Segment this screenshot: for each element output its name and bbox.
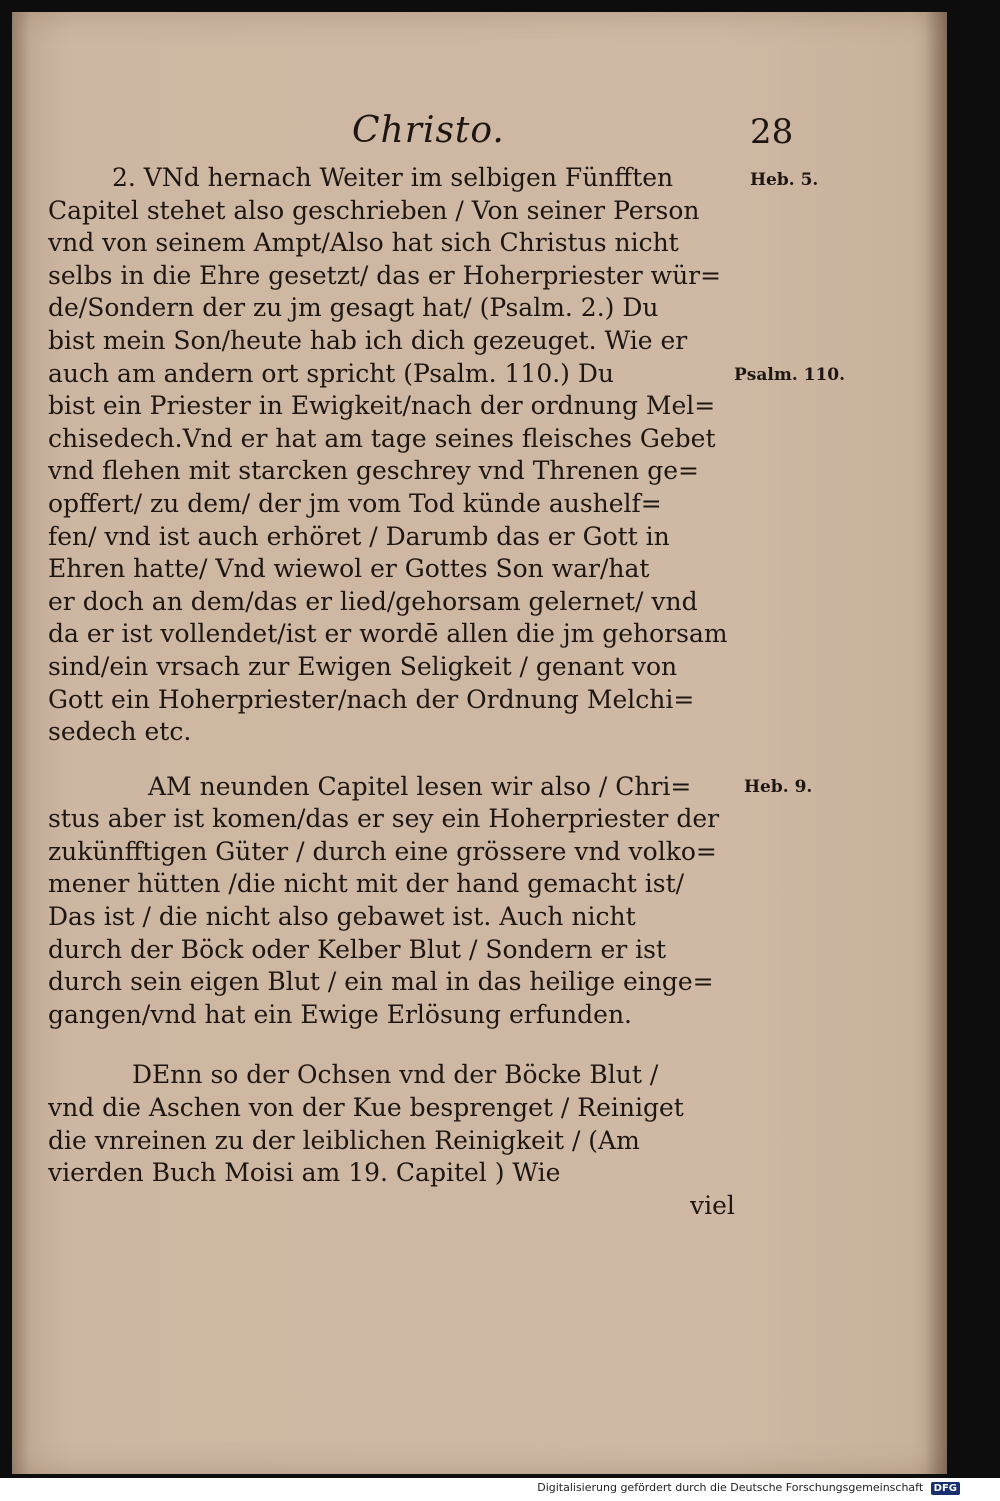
- text-line: chisedech.Vnd er hat am tage seines fleisches Gebet: [48, 423, 716, 453]
- text-line: vnd von seinem Ampt/Also hat sich Christus nicht: [48, 228, 679, 258]
- text-line: mener hütten /die nicht mit der hand gemacht ist/: [48, 869, 685, 899]
- text-line: 2. VNd hernach Weiter im selbigen Fünfften: [112, 163, 674, 192]
- margin-note-heb9: Heb. 9.: [744, 777, 813, 797]
- text-line: durch der Böck oder Kelber Blut / Sondern er ist: [48, 934, 667, 964]
- dfg-logo[interactable]: DFG: [931, 1482, 960, 1495]
- text-line: Gott ein Hoherpriester/nach der Ordnung Melchi=: [48, 684, 695, 714]
- text-line: DEnn so der Ochsen vnd der Böcke Blut /: [132, 1060, 659, 1090]
- text-line: gangen/vnd hat ein Ewige Erlösung erfunden.: [48, 999, 633, 1029]
- text-line: bist ein Priester in Ewigkeit/nach der ordnung Mel=: [48, 391, 716, 421]
- paragraph-3: [48, 1059, 778, 1222]
- text-line: stus aber ist komen/das er sey ein Hoherpriester der: [48, 804, 720, 834]
- page-edge-shadow: [925, 12, 947, 1474]
- text-line: durch sein eigen Blut / ein mal in das heilige einge=: [48, 967, 714, 997]
- text-line: vierden Buch Moisi am 19. Capitel ) Wie: [48, 1158, 561, 1188]
- text-line: selbs in die Ehre gesetzt/ das er Hoherpriester wür=: [48, 260, 722, 290]
- book-page: [12, 12, 947, 1474]
- text-line: Capitel stehet also geschrieben / Von seiner Person: [48, 195, 700, 225]
- text-line: da er ist vollendet/ist er wordē allen die jm gehorsam: [48, 619, 728, 649]
- digitization-credit: [537, 1481, 960, 1495]
- text-line: vnd flehen mit starcken geschrey vnd Threnen ge=: [48, 456, 699, 486]
- catchword: viel: [690, 1190, 735, 1220]
- text-line: sind/ein vrsach zur Ewigen Seligkeit / genant von: [48, 651, 678, 681]
- text-line: opffert/ zu dem/ der jm vom Tod künde aushelf=: [48, 488, 662, 518]
- margin-note-heb5: Heb. 5.: [750, 170, 819, 190]
- text-line: de/Sondern der zu jm gesagt hat/ (Psalm. 2.) Du: [48, 293, 659, 323]
- paragraph-spacer: [48, 749, 778, 771]
- text-line: Das ist / die nicht also gebawet ist. Auch nicht: [48, 902, 636, 932]
- text-line: AM neunden Capitel lesen wir also / Chri=: [148, 771, 692, 801]
- text-line: fen/ vnd ist auch erhöret / Darumb das er Gott in: [48, 521, 670, 551]
- text-line: auch am andern ort spricht (Psalm. 110.) Du: [48, 358, 615, 388]
- paragraph-2: [48, 771, 778, 1032]
- text-line: Ehren hatte/ Vnd wiewol er Gottes Son war/hat: [48, 554, 650, 584]
- text-line: die vnreinen zu der leiblichen Reinigkeit / (Am: [48, 1125, 640, 1155]
- credit-text: Digitalisierung gefördert durch die Deutsche Forschungsgemeinschaft: [537, 1481, 924, 1494]
- text-line: sedech etc.: [48, 717, 192, 747]
- body-text: [48, 162, 778, 1222]
- text-line: bist mein Son/heute hab ich dich gezeuget. Wie er: [48, 325, 688, 355]
- text-line: er doch an dem/das er lied/gehorsam gelernet/ vnd: [48, 586, 698, 616]
- paragraph-1: [48, 162, 778, 749]
- running-title: Christo.: [352, 110, 505, 151]
- text-line: vnd die Aschen von der Kue besprenget / Reiniget: [48, 1093, 684, 1123]
- margin-note-psalm110: Psalm. 110.: [734, 365, 846, 385]
- page-number: 28: [750, 112, 794, 152]
- paragraph-spacer: [48, 1031, 778, 1059]
- text-line: zukünfftigen Güter / durch eine grössere vnd volko=: [48, 836, 717, 866]
